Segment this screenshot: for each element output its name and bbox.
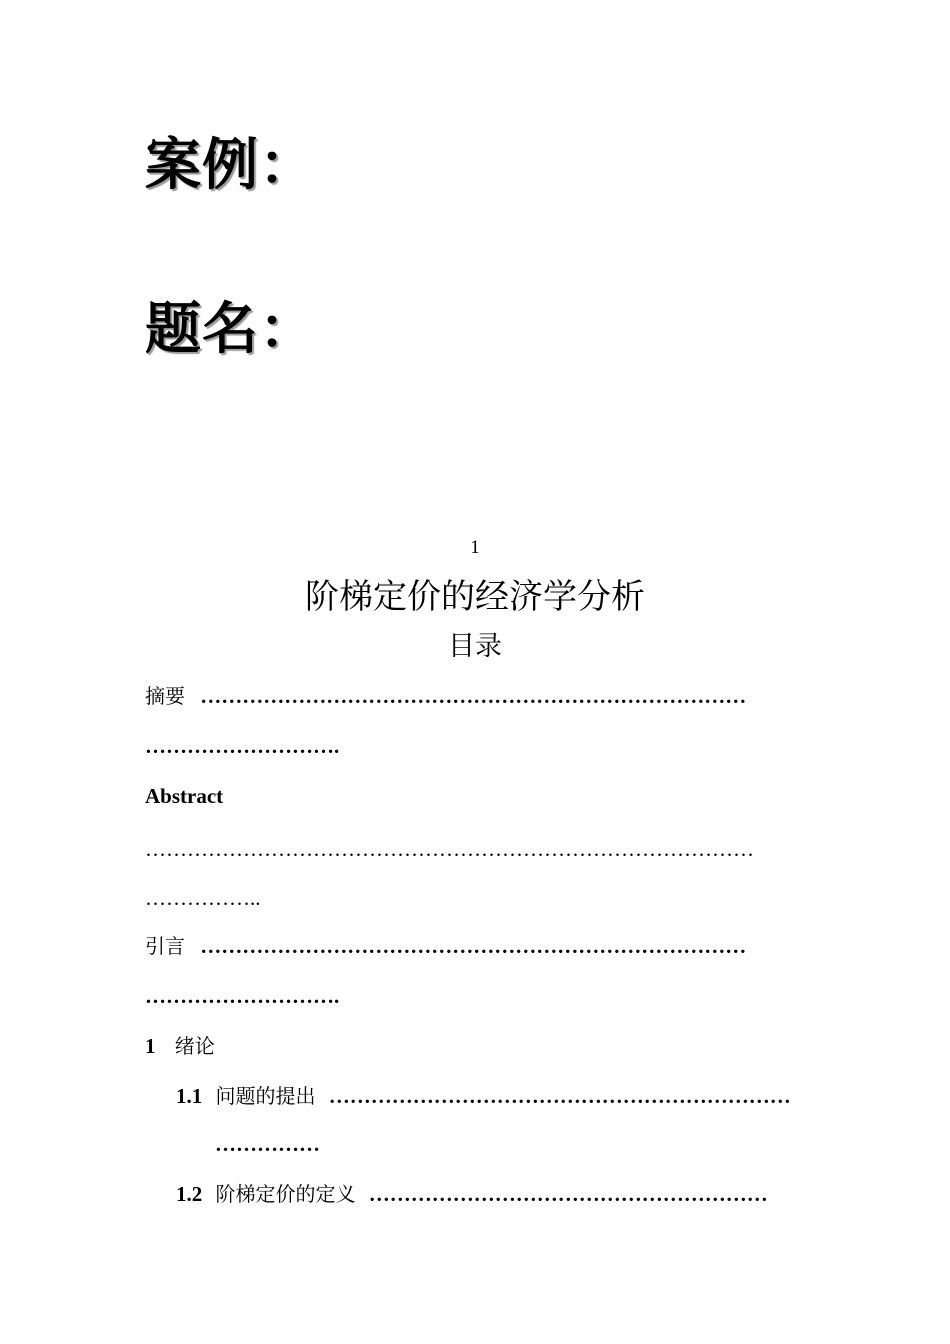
toc-entry-introduction[interactable] [145, 931, 805, 961]
toc-entry-label: 问题的提出 [215, 1084, 316, 1108]
toc-entry-section-1-1-continuation [215, 1129, 415, 1159]
toc-entry-section-1-1[interactable] [176, 1081, 806, 1111]
toc-entry-abstract-en-continuation [145, 883, 445, 913]
toc-entry-label: 摘要 [145, 684, 185, 708]
toc-leader: ………………………. [145, 734, 340, 758]
toc-entry-abstract-en[interactable] [145, 781, 445, 811]
toc-heading: 目录 [448, 631, 502, 662]
toc-entry-label: Abstract [145, 784, 224, 808]
toc-entry-label: 绪论 [174, 1034, 215, 1058]
toc-entry-label: 引言 [145, 934, 185, 958]
toc-leader: ………………………………………………… [368, 1182, 768, 1206]
toc-entry-abstract-zh[interactable] [145, 681, 805, 711]
toc-leader: …………….. [145, 886, 261, 910]
toc-leader: …………………………………………………………………… [200, 684, 747, 708]
toc-leader: ………………………. [145, 984, 340, 1008]
toc-leader: …………………………………………………………………… [200, 934, 747, 958]
toc-leader: …………… [215, 1132, 320, 1156]
toc-entry-abstract-en-leader [145, 834, 793, 864]
toc-leader: ………………………………………………………… [328, 1084, 791, 1108]
toc-leader: …………………………………………………………………………… [145, 837, 754, 861]
toc-entry-abstract-zh-continuation [145, 731, 545, 761]
toc-entry-label: 阶梯定价的定义 [215, 1182, 356, 1206]
title-label: 题名： [145, 297, 316, 362]
toc-entry-number: 1.1 [176, 1084, 203, 1108]
document-title: 阶梯定价的经济学分析 [305, 577, 645, 617]
toc-entry-introduction-continuation [145, 981, 545, 1011]
page-number: 1 [470, 537, 480, 558]
toc-entry-number: 1 [145, 1034, 156, 1058]
case-label: 案例： [145, 133, 316, 198]
toc-entry-section-1-2[interactable] [176, 1179, 806, 1209]
toc-entry-chapter-1[interactable] [145, 1031, 445, 1061]
toc-entry-number: 1.2 [176, 1182, 203, 1206]
